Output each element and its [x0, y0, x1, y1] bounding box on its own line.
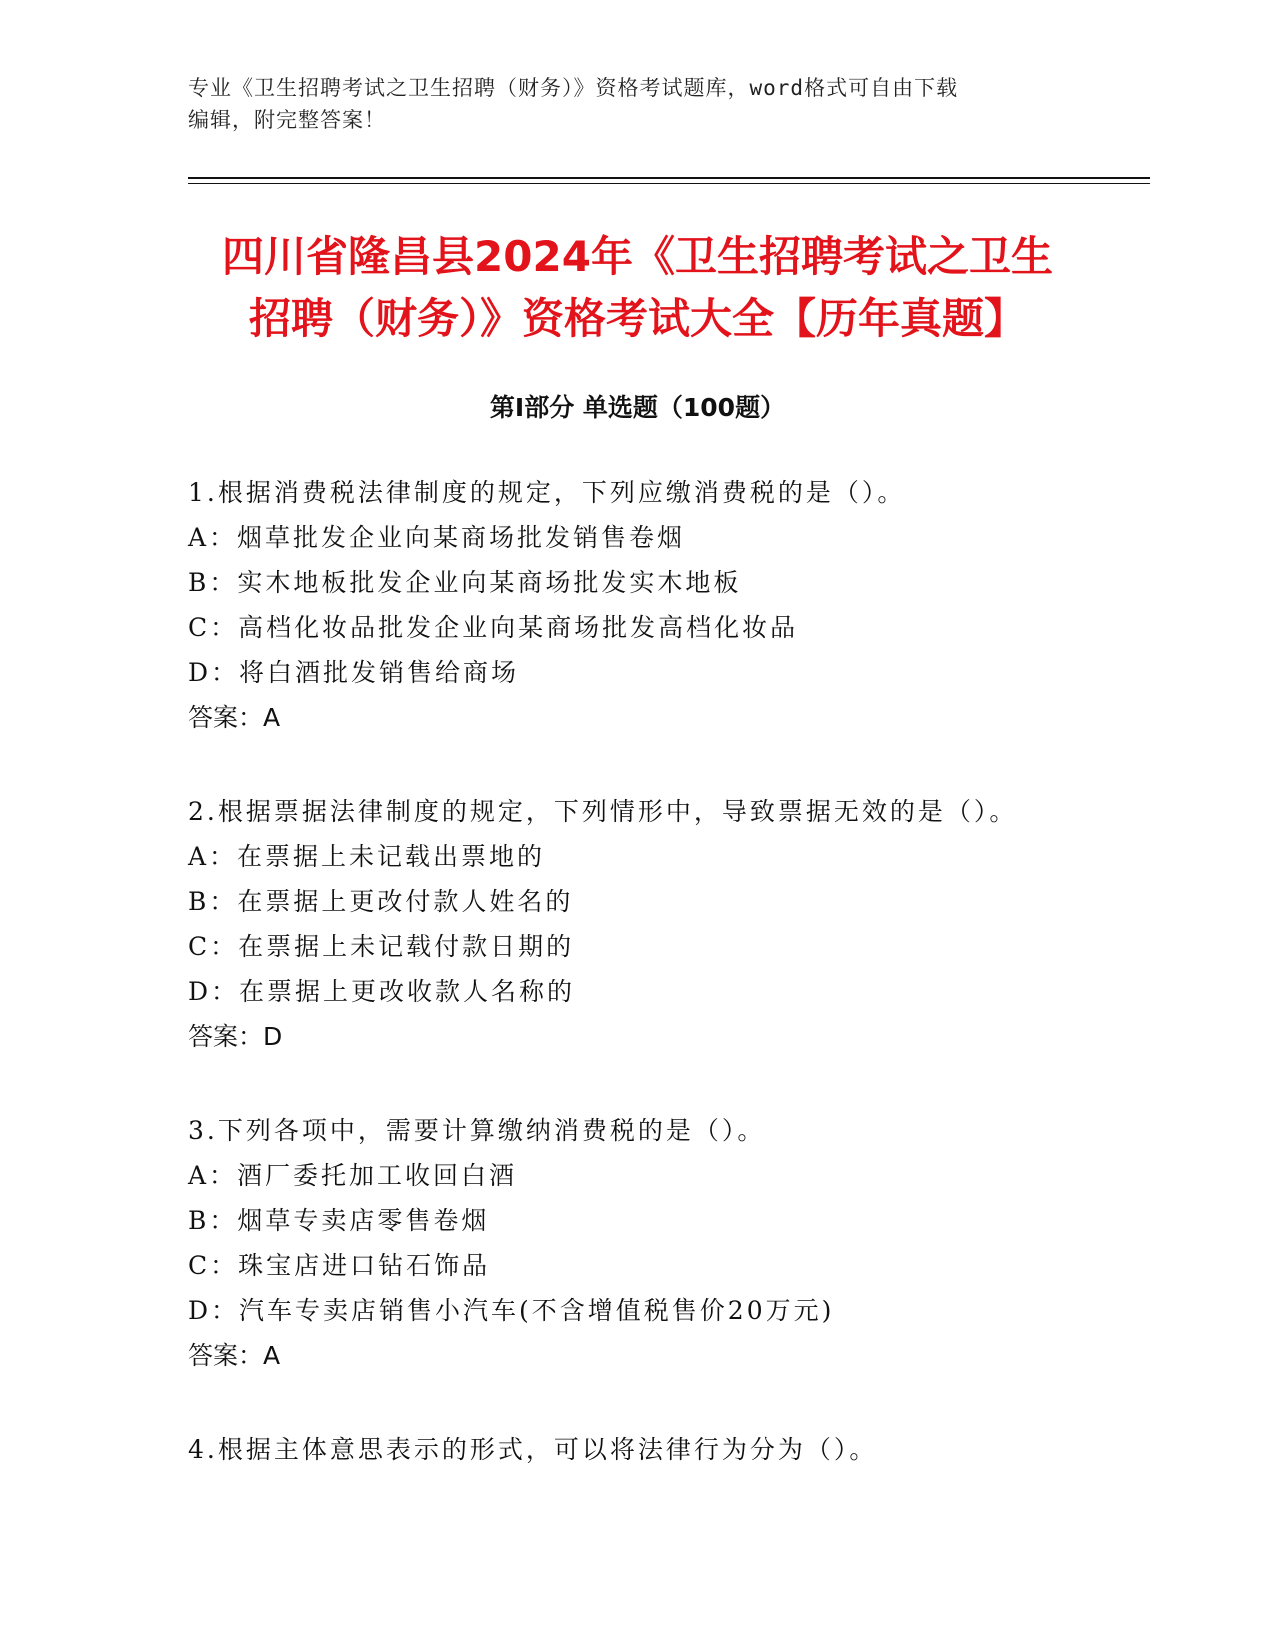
question-list — [188, 470, 1138, 1521]
question-item — [188, 1427, 1138, 1472]
question-item — [188, 470, 1138, 740]
question-item — [188, 789, 1138, 1059]
section-heading: 第Ⅰ部分 单选题（100题） — [489, 393, 786, 422]
answer-line: 答案：D — [188, 1022, 283, 1051]
document-title-line-2: 招聘（财务）》资格考试大全【历年真题】 — [248, 294, 1026, 343]
document-title — [170, 226, 1105, 350]
option-b: B：在票据上更改付款人姓名的 — [188, 887, 574, 916]
option-b: B：实木地板批发企业向某商场批发实木地板 — [188, 568, 742, 597]
option-c: C：珠宝店进口钻石饰品 — [188, 1251, 491, 1280]
question-stem: 1.根据消费税法律制度的规定，下列应缴消费税的是（）。 — [188, 478, 906, 507]
header-divider-thick — [188, 177, 1150, 179]
option-a: A：在票据上未记载出票地的 — [188, 842, 546, 871]
option-c: C：在票据上未记载付款日期的 — [188, 932, 575, 961]
document-title-line-1: 四川省隆昌县2024年《卫生招聘考试之卫生 — [222, 232, 1053, 281]
option-a: A：烟草批发企业向某商场批发销售卷烟 — [188, 523, 686, 552]
header-divider-thin — [188, 183, 1150, 184]
answer-line: 答案：A — [188, 703, 281, 732]
header-note-line-2: 编辑，附完整答案！ — [188, 108, 386, 132]
option-d: D：将白酒批发销售给商场 — [188, 658, 520, 687]
question-stem: 3.下列各项中，需要计算缴纳消费税的是（）。 — [188, 1116, 766, 1145]
document-header-note — [188, 72, 1088, 136]
option-c: C：高档化妆品批发企业向某商场批发高档化妆品 — [188, 613, 799, 642]
question-stem: 4.根据主体意思表示的形式，可以将法律行为分为（）。 — [188, 1435, 878, 1464]
option-d: D：在票据上更改收款人名称的 — [188, 977, 576, 1006]
option-a: A：酒厂委托加工收回白酒 — [188, 1161, 518, 1190]
question-item — [188, 1108, 1138, 1378]
header-note-line-1: 专业《卫生招聘考试之卫生招聘（财务）》资格考试题库，word格式可自由下载 — [188, 76, 959, 100]
option-b: B：烟草专卖店零售卷烟 — [188, 1206, 490, 1235]
question-stem: 2.根据票据法律制度的规定，下列情形中，导致票据无效的是（）。 — [188, 797, 1018, 826]
option-d: D：汽车专卖店销售小汽车(不含增值税售价20万元) — [188, 1296, 835, 1325]
answer-line: 答案：A — [188, 1341, 281, 1370]
